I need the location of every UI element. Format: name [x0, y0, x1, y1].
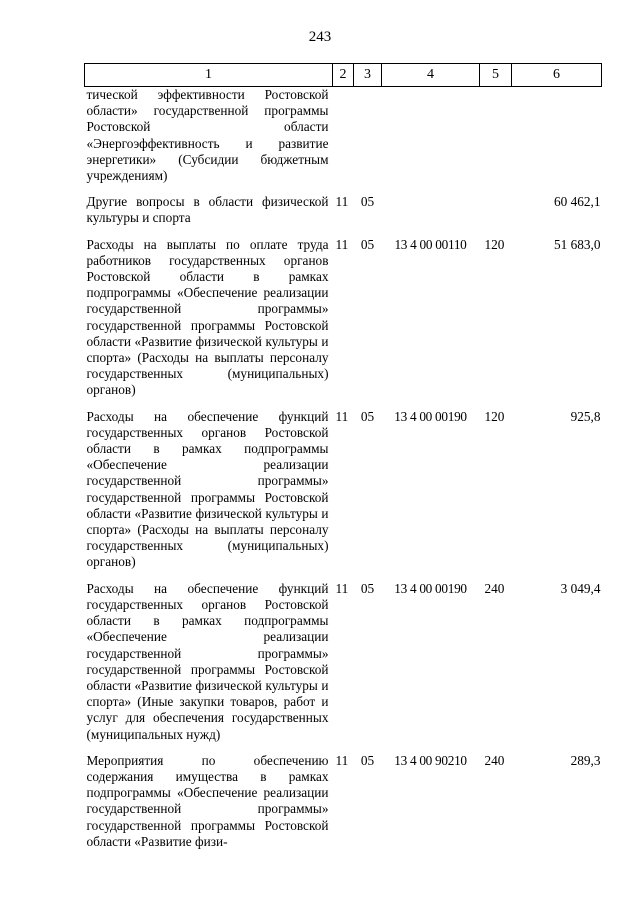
row-subsection: 05: [360, 194, 375, 210]
header-col-name: 1: [85, 64, 333, 87]
row-subsection: [354, 87, 382, 195]
table-row: [85, 581, 602, 753]
table-row: [85, 409, 602, 581]
row-name: Расходы на выплаты по оплате труда работников государственных органов Ростовской области в рамках подпрограммы «Обеспечение реализации государственной программы» государственной программы Ростовской области «Развитие физической культуры и спорта» (Расходы на выплаты персоналу государственных (муниципальных) органов): [86, 236, 329, 398]
row-amount: 925,8: [570, 408, 601, 424]
row-amount: 3 049,4: [560, 580, 601, 596]
row-target-article: 13 4 00 00190: [394, 408, 467, 424]
row-subsection: 05: [360, 236, 375, 252]
row-amount: 60 462,1: [553, 194, 601, 210]
row-target-article: 13 4 00 90210: [394, 752, 467, 768]
header-col-expense-type: 5: [480, 64, 512, 87]
table-row: [85, 753, 602, 850]
row-amount: 51 683,0: [553, 236, 601, 252]
row-section: 11: [335, 752, 349, 768]
row-name: Расходы на обеспечение функций государственных органов Ростовской области в рамках подпрограммы «Обеспечение реализации государственной программы» государственной программы Ростовской области «Развитие физической культуры и спорта» (Расходы на выплаты персоналу государственных (муниципальных) органов): [86, 408, 329, 570]
row-name: Расходы на обеспечение функций государственных органов Ростовской области в рамках подпрограммы «Обеспечение реализации государственной программы» государственной программы Ростовской области «Развитие физической культуры и спорта» (Иные закупки товаров, работ и услуг для обеспечения государственных (муниципальных нужд): [86, 580, 329, 742]
header-col-target-article: 4: [382, 64, 480, 87]
page-number: 243: [308, 29, 332, 45]
budget-table: [84, 63, 602, 850]
row-subsection: 05: [360, 752, 375, 768]
row-name: Мероприятия по обеспечению содержания имущества в рамках подпрограммы «Обеспечение реализации государственной программы» государственной программы Ростовской области «Развитие физи-: [86, 752, 329, 849]
table-row: [85, 87, 602, 195]
header-col-subsection: 3: [354, 64, 382, 87]
row-subsection: 05: [360, 408, 375, 424]
table-body: [85, 87, 602, 850]
header-col-amount: 6: [512, 64, 602, 87]
row-expense-type: 120: [484, 236, 505, 252]
row-name: тической эффективности Ростовской области» государственной программы Ростовской области «Энергоэффективность и развитие энергетики» (Субсидии бюджетным учреждениям): [86, 87, 329, 184]
row-section: 11: [335, 580, 349, 596]
header-row: [85, 64, 602, 87]
row-amount: [512, 87, 602, 195]
row-section: 11: [335, 194, 349, 210]
row-target-article: [382, 87, 480, 195]
row-expense-type: 120: [484, 408, 505, 424]
table-header: [85, 64, 602, 87]
table-row: [85, 237, 602, 409]
row-subsection: 05: [360, 580, 375, 596]
row-target-article: 13 4 00 00110: [394, 236, 467, 252]
row-expense-type: [480, 194, 512, 236]
row-expense-type: 240: [484, 752, 505, 768]
row-expense-type: 240: [484, 580, 505, 596]
table-row: [85, 194, 602, 236]
row-expense-type: [480, 87, 512, 195]
row-target-article: 13 4 00 00190: [394, 580, 467, 596]
row-name: Другие вопросы в области физической культуры и спорта: [86, 194, 329, 226]
row-target-article: [382, 194, 480, 236]
row-section: 11: [335, 408, 349, 424]
row-section: [333, 87, 354, 195]
header-col-section: 2: [333, 64, 354, 87]
row-amount: 289,3: [570, 752, 601, 768]
row-section: 11: [335, 236, 349, 252]
